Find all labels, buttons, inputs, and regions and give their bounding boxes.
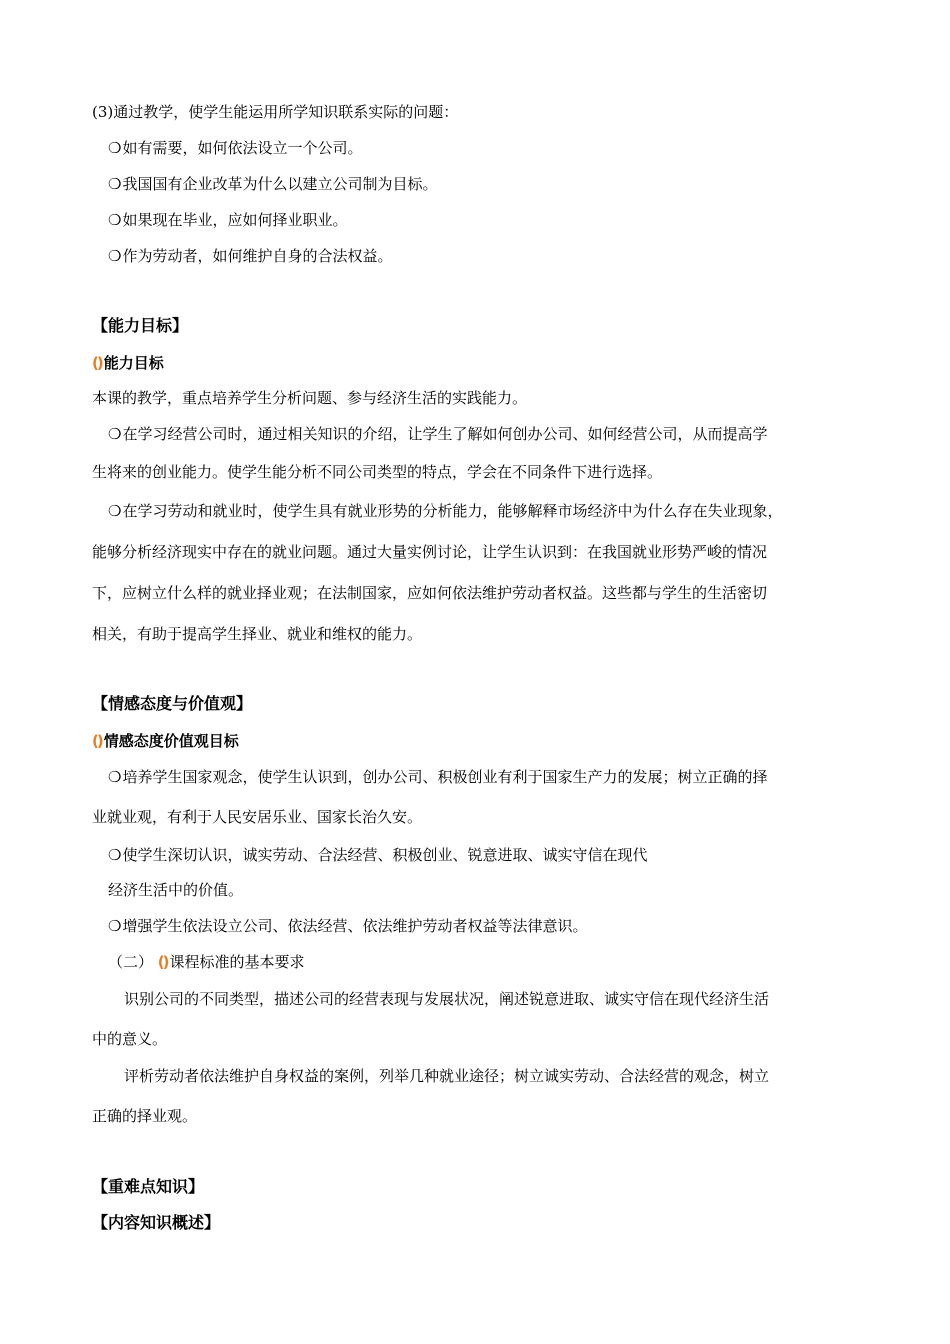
paragraph: ❍培养学生国家观念，使学生认识到，创办公司、积极创业有利于国家生产力的发展；树立正确的择 [108,768,768,786]
paragraph-continuation: 中的意义。 [92,1030,168,1048]
subheading-emotion: () 情感态度价值观目标 [92,732,239,750]
paragraph: ❍增强学生依法设立公司、依法经营、依法维护劳动者权益等法律意识。 [108,917,588,935]
circle-bullet-icon: ❍ [108,425,122,443]
subheading-ability: () 能力目标 [92,354,164,372]
list-item: ❍我国国有企业改革为什么以建立公司制为目标。 [108,175,438,193]
subheading-standard: （二） () 课程标准的基本要求 [108,953,305,971]
circle-bullet-icon: ❍ [108,917,122,935]
circle-bullet-icon: ❍ [108,211,122,229]
parenthesis-icon: () [92,732,102,750]
section-heading-ability: 【能力目标】 [92,316,189,335]
paragraph-continuation: 能够分析经济现实中存在的就业问题。通过大量实例讨论，让学生认识到：在我国就业形势严峻的情况 [92,543,768,561]
parenthesis-icon: () [157,953,168,971]
paragraph-continuation: 经济生活中的价值。 [108,881,244,899]
paragraph: 识别公司的不同类型，描述公司的经营表现与发展状况，阐述锐意进取、诚实守信在现代经济生活 [124,990,770,1008]
paragraph: ❍在学习经营公司时，通过相关知识的介绍，让学生了解如何创办公司、如何经营公司，从而提高学 [108,425,768,443]
paragraph-continuation: 业就业观，有利于人民安居乐业、国家长治久安。 [92,808,423,826]
section-heading-overview: 【内容知识概述】 [92,1213,221,1232]
circle-bullet-icon: ❍ [108,175,122,193]
paragraph: ❍使学生深切认识，诚实劳动、合法经营、积极创业、锐意进取、诚实守信在现代 [108,846,648,864]
list-item: ❍作为劳动者，如何维护自身的合法权益。 [108,247,393,265]
section-heading-emotion: 【情感态度与价值观】 [92,694,253,713]
list-item: ❍如有需要，如何依法设立一个公司。 [108,139,363,157]
circle-bullet-icon: ❍ [108,846,122,864]
list-item: ❍如果现在毕业，应如何择业职业。 [108,211,348,229]
circle-bullet-icon: ❍ [108,139,122,157]
section-heading-key-points: 【重难点知识】 [92,1177,205,1196]
circle-bullet-icon: ❍ [108,247,122,265]
paragraph: 评析劳动者依法维护自身权益的案例，列举几种就业途径；树立诚实劳动、合法经营的观念，树立 [124,1067,770,1085]
paragraph: 本课的教学，重点培养学生分析问题、参与经济生活的实践能力。 [92,389,528,407]
paragraph: ❍在学习劳动和就业时，使学生具有就业形势的分析能力，能够解释市场经济中为什么存在失业现象， [108,502,783,520]
parenthesis-icon: () [92,354,102,372]
objective-intro: (3)通过教学，使学生能运用所学知识联系实际的问题： [92,103,459,121]
paragraph-continuation: 生将来的创业能力。使学生能分析不同公司类型的特点，学会在不同条件下进行选择。 [92,463,663,481]
circle-bullet-icon: ❍ [108,502,122,520]
circle-bullet-icon: ❍ [108,768,122,786]
paragraph-continuation: 正确的择业观。 [92,1107,198,1125]
paragraph-continuation: 相关，有助于提高学生择业、就业和维权的能力。 [92,625,423,643]
paragraph-continuation: 下，应树立什么样的就业择业观；在法制国家，应如何依法维护劳动者权益。这些都与学生的生活密切 [92,584,768,602]
